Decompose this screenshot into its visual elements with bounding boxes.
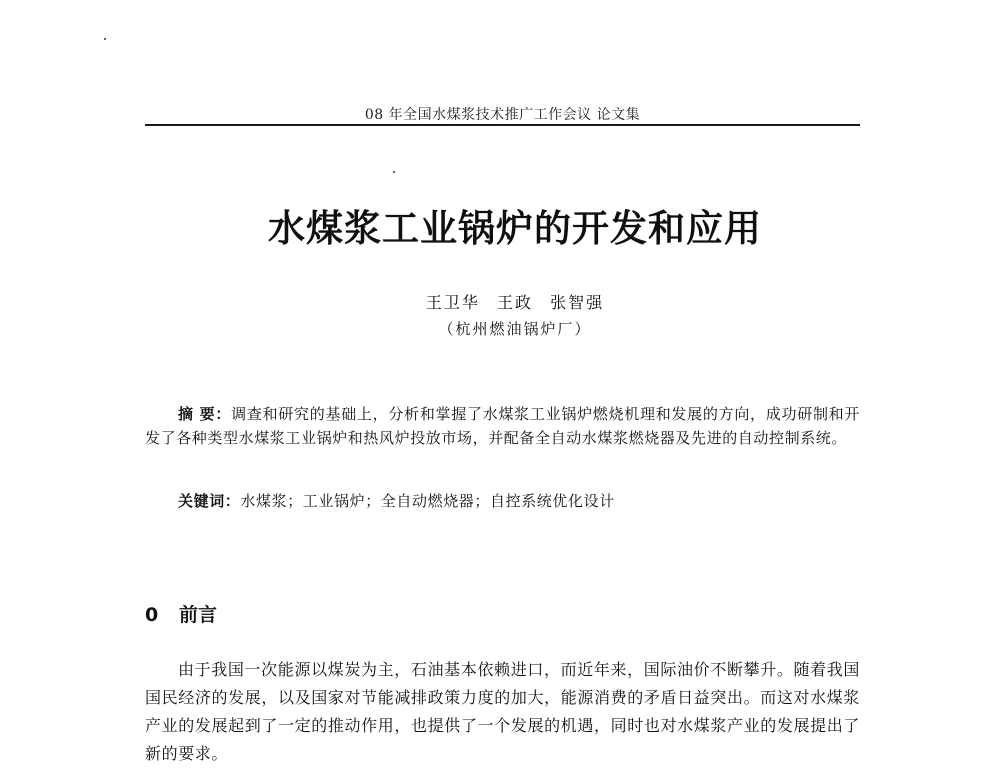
section-body: 由于我国一次能源以煤炭为主，石油基本依赖进口，而近年来，国际油价不断攀升。随着我国国民经济的发展，以及国家对节能减排政策力度的加大，能源消费的矛盾日益突出。而这对水煤浆产业的发展起到了一定的推动作用，也提供了一个发展的机遇，同时也对水煤浆产业的发展提出了新的要求。 (145, 660, 860, 763)
scan-speck (104, 38, 106, 40)
abstract-text: 调查和研究的基础上，分析和掌握了水煤浆工业锅炉燃烧机理和发展的方向，成功研制和开发了各种类型水煤浆工业锅炉和热风炉投放市场，并配备全自动水煤浆燃烧器及先进的自动控制系统。 (145, 405, 860, 447)
paper-authors: 王卫华 王政 张智强 (425, 293, 605, 312)
section-heading (145, 600, 217, 627)
scan-speck (393, 171, 395, 173)
keywords-text: 水煤浆；工业锅炉；全自动燃烧器；自控系统优化设计 (240, 492, 615, 510)
paper-title: 水煤浆工业锅炉的开发和应用 (268, 207, 762, 250)
section-number: 0 (145, 604, 159, 626)
keywords-block (178, 490, 868, 511)
section-title: 前言 (179, 604, 218, 626)
paper-affiliation: （杭州燃油锅炉厂） (438, 320, 592, 338)
running-header: 08 年全国水煤浆技术推广工作会议 论文集 (364, 107, 641, 123)
header-rule (145, 124, 860, 126)
keywords-label: 关键词： (178, 492, 241, 510)
abstract-block (145, 402, 860, 450)
abstract-label: 摘 要： (178, 405, 232, 423)
